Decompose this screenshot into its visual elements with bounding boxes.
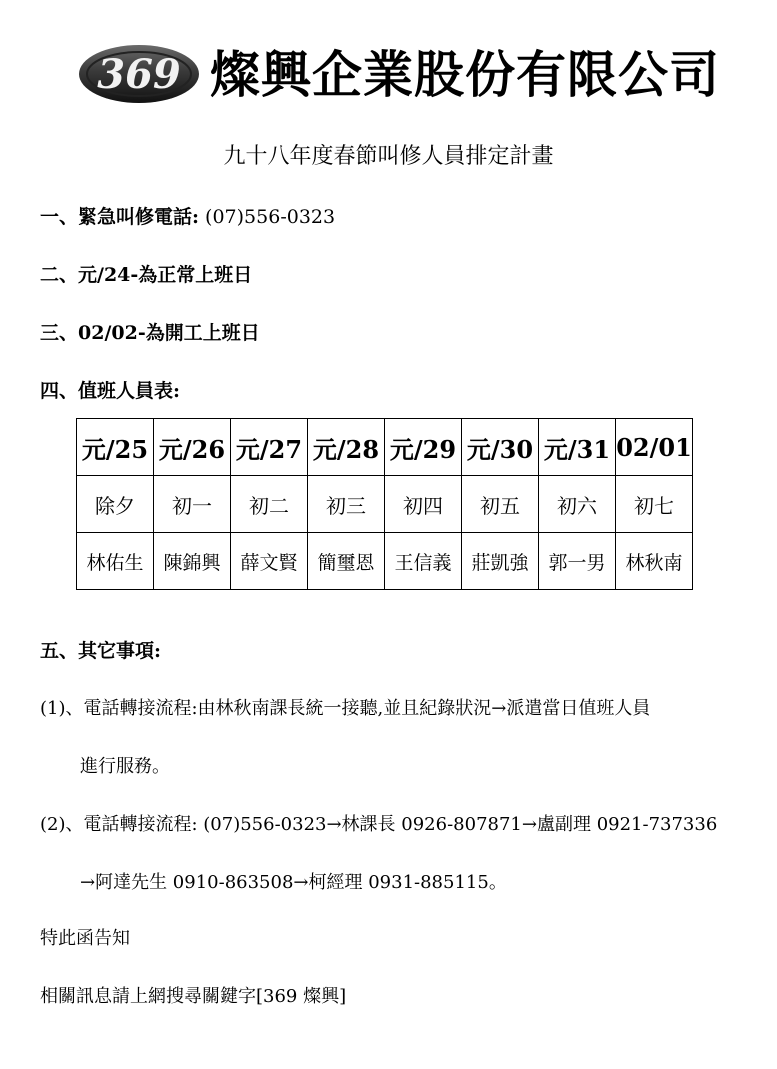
section-emergency-phone [40,204,335,230]
name-cell: 陳錦興 [154,533,231,590]
day-cell: 除夕 [77,476,154,533]
date-cell: 02/01 [616,419,693,476]
name-cell: 林佑生 [77,533,154,590]
table-row-dates [77,419,693,476]
table-row-days [77,476,693,533]
name-cell: 郭一男 [539,533,616,590]
section-normal-workday [40,262,252,288]
table-row-names [77,533,693,590]
emergency-phone-value: (07)556-0323 [199,206,336,228]
opening-day-text: 三、02/02-為開工上班日 [40,322,260,344]
duty-table-heading: 四、值班人員表: [40,380,181,402]
name-cell: 莊凱強 [462,533,539,590]
name-cell: 王信義 [385,533,462,590]
date-cell: 元/28 [308,419,385,476]
company-name: 燦興企業股份有限公司 [210,46,720,104]
day-cell: 初六 [539,476,616,533]
day-cell: 初二 [231,476,308,533]
section-other-matters [40,638,161,664]
day-cell: 初七 [616,476,693,533]
logo-number: 369 [97,51,181,98]
name-cell: 簡璽恩 [308,533,385,590]
other-matters-heading: 五、其它事項: [40,640,162,662]
date-cell: 元/27 [231,419,308,476]
date-cell: 元/26 [154,419,231,476]
company-logo [78,38,720,112]
emergency-phone-label: 一、緊急叫修電話: [40,206,200,228]
item2-line2: →阿達先生 0910-863508→柯經理 0931-885115。 [80,872,507,893]
item1-line1: (1)、電話轉接流程:由林秋南課長統一接聽,並且紀錄狀況→派遣當日值班人員 [40,698,651,719]
item2-line1: (2)、電話轉接流程: (07)556-0323→林課長 0926-807871→盧副理 0921-737336 [40,814,718,835]
normal-workday-text: 二、元/24-為正常上班日 [40,264,253,286]
date-cell: 元/25 [77,419,154,476]
section-opening-day [40,320,260,346]
duty-roster-table [76,418,693,590]
notice-text: 特此函告知 [40,928,130,949]
item1-line2: 進行服務。 [80,756,170,777]
name-cell: 林秋南 [616,533,693,590]
date-cell: 元/31 [539,419,616,476]
day-cell: 初五 [462,476,539,533]
document-title: 九十八年度春節叫修人員排定計畫 [223,144,554,169]
date-cell: 元/30 [462,419,539,476]
logo-emblem-icon [78,43,200,105]
date-cell: 元/29 [385,419,462,476]
name-cell: 薛文賢 [231,533,308,590]
day-cell: 初一 [154,476,231,533]
day-cell: 初四 [385,476,462,533]
footer-text: 相關訊息請上網搜尋關鍵字[369 燦興] [40,986,347,1007]
section-duty-table-heading [40,378,180,404]
day-cell: 初三 [308,476,385,533]
